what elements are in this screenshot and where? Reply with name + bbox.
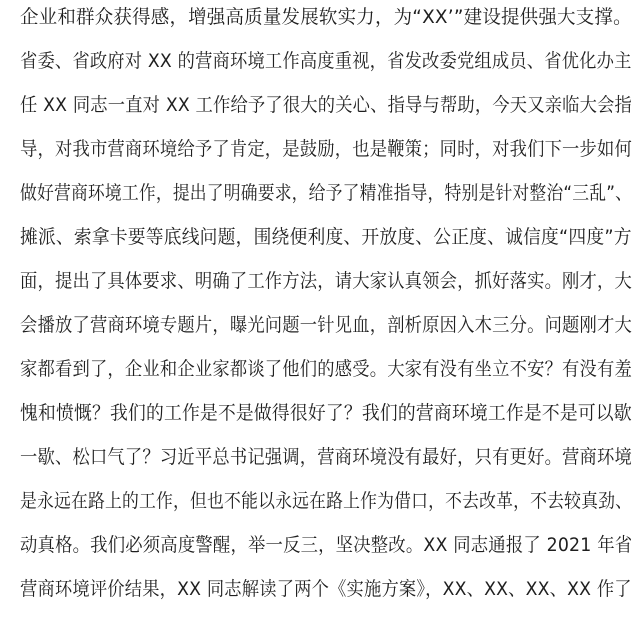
text-line: 家都看到了，企业和企业家都谈了他们的感受。大家有没有坐立不安？有没有羞 [20, 358, 633, 380]
text-line: 会播放了营商环境专题片，曝光问题一针见血，剖析原因入木三分。问题刚才大 [20, 314, 633, 336]
text-line: 面，提出了具体要求、明确了工作方法，请大家认真领会，抓好落实。刚才，大 [20, 270, 633, 292]
text-line: 愧和愤慨？我们的工作是不是做得很好了？我们的营商环境工作是不是可以歇 [20, 402, 632, 424]
text-line: 任 XX 同志一直对 XX 工作给予了很大的关心、指导与帮助，今天又亲临大会指 [20, 94, 633, 116]
text-line: 是永远在路上的工作，但也不能以永远在路上作为借口，不去改革，不去较真劲、 [20, 490, 633, 512]
text-line: 省委、省政府对 XX 的营商环境工作高度重视，省发改委党组成员、省优化办主 [20, 50, 632, 72]
text-line: 做好营商环境工作，提出了明确要求，给予了精准指导，特别是针对整治“三乱”、 [20, 182, 633, 204]
text-line: 企业和群众获得感，增强高质量发展软实力，为“XX’”建设提供强大支撑。 [20, 6, 632, 28]
text-line: 营商环境评价结果，XX 同志解读了两个《实施方案》，XX、XX、XX、XX 作了 [20, 578, 632, 600]
text-line: 导，对我市营商环境给予了肯定，是鼓励，也是鞭策；同时，对我们下一步如何 [20, 138, 633, 160]
text-line: 一歇、松口气了？习近平总书记强调，营商环境没有最好，只有更好。营商环境 [20, 446, 633, 468]
text-line: 摊派、索拿卡要等底线问题，围绕便利度、开放度、公正度、诚信度“四度”方 [20, 226, 632, 248]
text-line: 动真格。我们必须高度警醒，举一反三，坚决整改。XX 同志通报了 2021 年省 [20, 534, 633, 556]
